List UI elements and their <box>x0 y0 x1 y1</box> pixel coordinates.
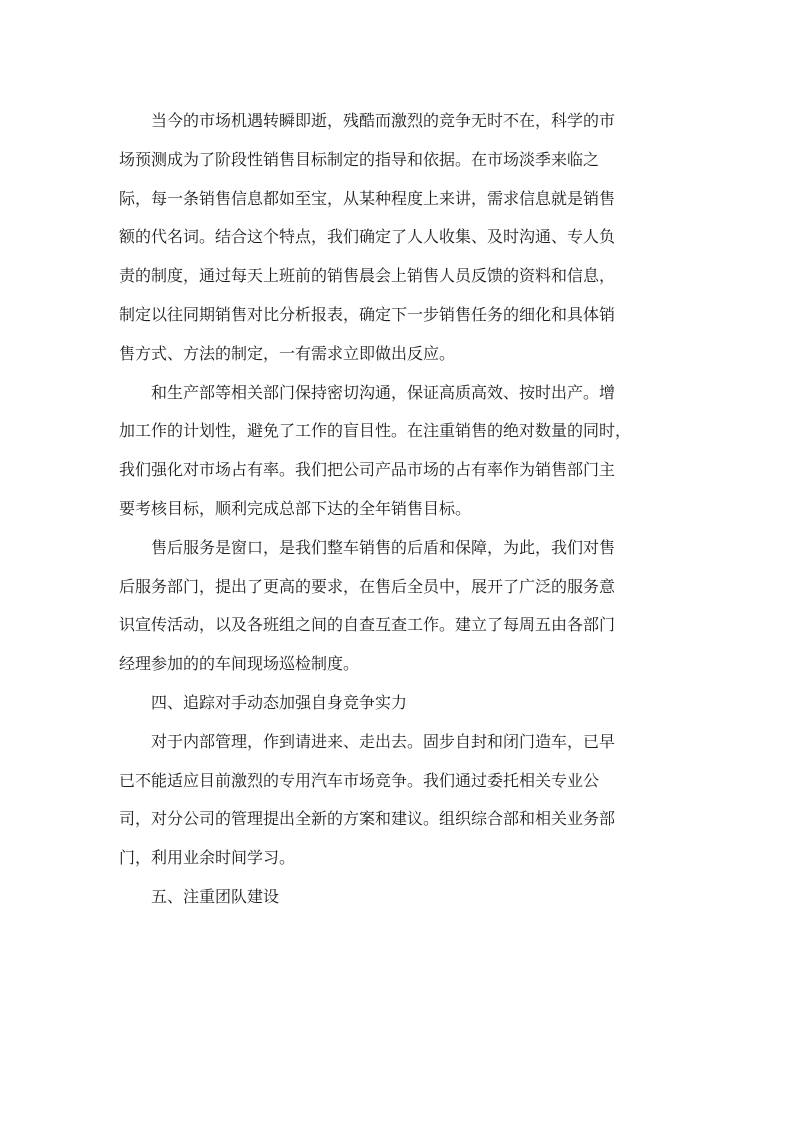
line-text: 责的制度，通过每天上班前的销售晨会上销售人员反馈的资料和信息， <box>119 266 616 286</box>
text-line <box>119 257 675 296</box>
text-line <box>119 684 675 723</box>
line-text: 售方式、方法的制定，一有需求立即做出反应。 <box>119 343 456 363</box>
text-line <box>119 645 675 684</box>
text-line <box>119 800 675 839</box>
document-body <box>119 102 675 917</box>
text-line <box>119 878 675 917</box>
text-line <box>119 412 675 451</box>
line-text: 四、追踪对手动态加强自身竞争实力 <box>151 692 408 712</box>
line-text: 际，每一条销售信息都如至宝，从某种程度上来讲，需求信息就是销售 <box>119 188 616 208</box>
text-line <box>119 568 675 607</box>
text-line <box>119 335 675 374</box>
line-text: 门，利用业余时间学习。 <box>119 848 296 868</box>
text-line <box>119 180 675 219</box>
text-line <box>119 296 675 335</box>
paragraph <box>119 374 675 529</box>
text-line <box>119 762 675 801</box>
text-line <box>119 102 675 141</box>
text-line <box>119 606 675 645</box>
line-text: 额的代名词。结合这个特点，我们确定了人人收集、及时沟通、专人负 <box>119 227 616 247</box>
line-text: 加工作的计划性，避免了工作的盲目性。在注重销售的绝对数量的同时， <box>119 421 632 441</box>
text-line <box>119 218 675 257</box>
line-text: 识宣传活动，以及各班组之间的自查互查工作。建立了每周五由各部门 <box>119 615 616 635</box>
line-text: 制定以往同期销售对比分析报表，确定下一步销售任务的细化和具体销 <box>119 304 616 324</box>
line-text: 和生产部等相关部门保持密切沟通，保证高质高效、按时出产。增 <box>151 382 616 402</box>
text-line <box>119 723 675 762</box>
text-line <box>119 529 675 568</box>
line-text: 五、注重团队建设 <box>151 886 280 906</box>
paragraph <box>119 102 675 374</box>
text-line <box>119 490 675 529</box>
line-text: 售后服务是窗口，是我们整车销售的后盾和保障，为此，我们对售 <box>151 537 616 557</box>
line-text: 后服务部门，提出了更高的要求，在售后全员中，展开了广泛的服务意 <box>119 576 616 596</box>
paragraph <box>119 529 675 684</box>
line-text: 对于内部管理，作到请进来、走出去。固步自封和闭门造车，已早 <box>151 731 616 751</box>
line-text: 司，对分公司的管理提出全新的方案和建议。组织综合部和相关业务部 <box>119 809 616 829</box>
line-text: 我们强化对市场占有率。我们把公司产品市场的占有率作为销售部门主 <box>119 460 616 480</box>
text-line <box>119 141 675 180</box>
text-line <box>119 451 675 490</box>
section-heading <box>119 878 675 917</box>
line-text: 当今的市场机遇转瞬即逝，残酷而激烈的竞争无时不在，科学的市 <box>151 111 616 130</box>
line-text: 要考核目标，顺利完成总部下达的全年销售目标。 <box>119 498 472 518</box>
line-text: 场预测成为了阶段性销售目标制定的指导和依据。在市场淡季来临之 <box>119 149 600 169</box>
text-line <box>119 839 675 878</box>
text-line <box>119 374 675 413</box>
section-heading <box>119 684 675 723</box>
line-text: 经理参加的的车间现场巡检制度。 <box>119 654 360 674</box>
line-text: 已不能适应目前激烈的专用汽车市场竞争。我们通过委托相关专业公 <box>119 770 600 790</box>
paragraph <box>119 723 675 878</box>
